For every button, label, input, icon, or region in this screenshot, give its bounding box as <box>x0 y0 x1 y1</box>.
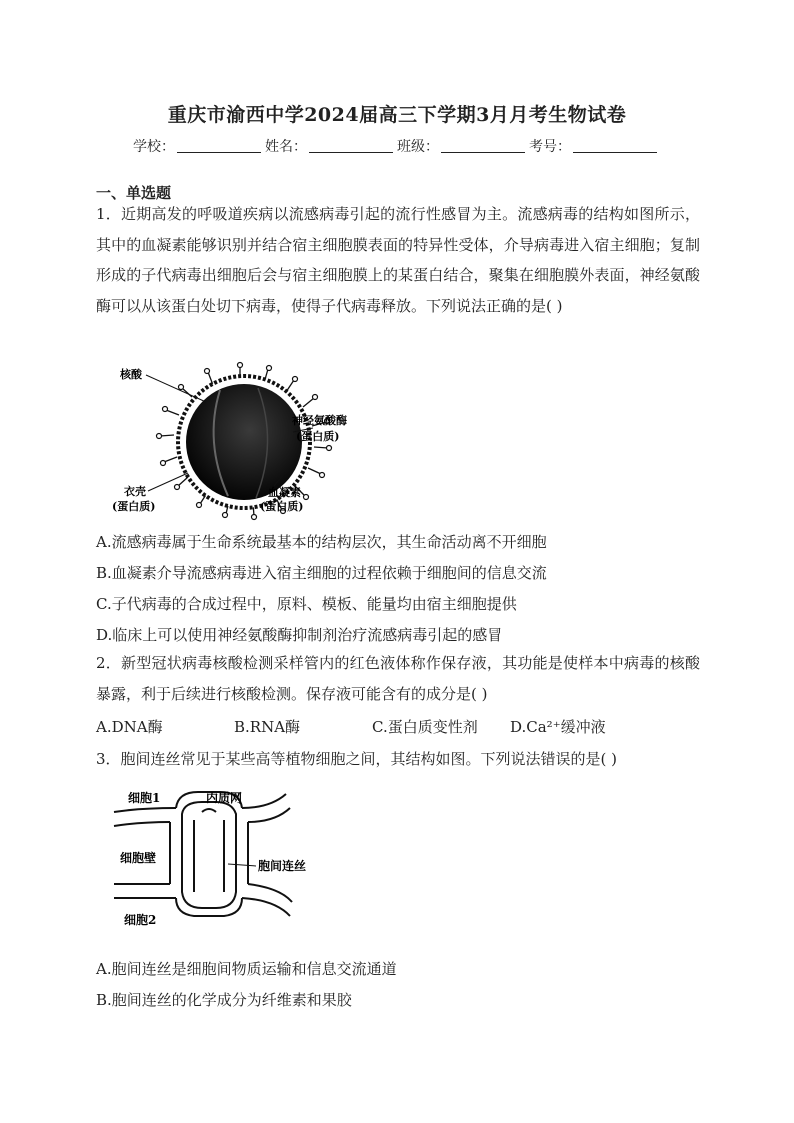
question-2-option-d: D.Ca²⁺缓冲液 <box>510 718 606 736</box>
question-2-option-c: C.蛋白质变性剂 <box>372 718 478 736</box>
question-3-stem: 3．胞间连丝常见于某些高等植物细胞之间，其结构如图。下列说法错误的是( ) <box>96 750 618 768</box>
label-nucleic-acid: 核酸 <box>120 368 142 381</box>
question-1-stem: 1．近期高发的呼吸道疾病以流感病毒引起的流行性感冒为主。流感病毒的结构如图所示，其中的血凝素能够识别并结合宿主细胞膜表面的特异性受体，介导病毒进入宿主细胞；复制形成的子代病毒出细胞后会与宿主细胞膜上的某蛋白结合，聚集在细胞膜外表面，神经氨酸酶可以从该蛋白处切下病毒，使得子代病毒释放。下列说法正确的是( ) <box>96 205 700 315</box>
question-3-option-b: B.胞间连丝的化学成分为纤维素和果胶 <box>96 991 352 1009</box>
virus-structure-figure <box>108 358 368 522</box>
question-1-option-d: D.临床上可以使用神经氨酸酶抑制剂治疗流感病毒引起的感冒 <box>96 626 503 644</box>
label-capsid-protein: (蛋白质) <box>112 500 156 513</box>
class-field-blank <box>441 140 525 153</box>
question-2-stem: 2．新型冠状病毒核酸检测采样管内的红色液体称作保存液，其功能是使样本中病毒的核酸暴露，利于后续进行核酸检测。保存液可能含有的成分是( ) <box>96 654 700 703</box>
label-hemagglutinin-protein: (蛋白质) <box>260 500 304 513</box>
question-2-option-b: B.RNA酶 <box>234 718 301 736</box>
name-field-label: 姓名： <box>265 139 307 155</box>
exam-number-field-label: 考号： <box>529 139 571 155</box>
question-3-option-a: A.胞间连丝是细胞间物质运输和信息交流通道 <box>96 960 397 978</box>
label-plasmodesma: 胞间连丝 <box>258 859 307 873</box>
label-cell-2: 细胞2 <box>124 913 157 927</box>
label-capsid: 衣壳 <box>124 485 146 498</box>
question-2-option-a: A.DNA酶 <box>96 718 163 736</box>
question-1-option-a: A.流感病毒属于生命系统最基本的结构层次，其生命活动离不开细胞 <box>96 533 547 551</box>
exam-number-field-blank <box>573 140 657 153</box>
name-field-blank <box>309 140 393 153</box>
page-title: 重庆市渝西中学2024届高三下学期3月月考生物试卷 <box>167 104 627 126</box>
label-neuraminidase: 神经氨酸酶 <box>292 414 347 427</box>
label-cell-wall: 细胞壁 <box>120 851 157 865</box>
label-endoplasmic-reticulum: 内质网 <box>206 791 243 805</box>
question-1-option-b: B.血凝素介导流感病毒进入宿主细胞的过程依赖于细胞间的信息交流 <box>96 564 547 582</box>
school-field-label: 学校： <box>133 139 175 155</box>
section-heading: 一、单选题 <box>96 184 172 202</box>
virus-body <box>186 384 302 500</box>
question-1-option-c: C.子代病毒的合成过程中，原料、模板、能量均由宿主细胞提供 <box>96 595 517 613</box>
label-neuraminidase-protein: (蛋白质) <box>296 430 340 443</box>
plasmodesmata-figure <box>110 784 340 930</box>
school-field-blank <box>177 140 261 153</box>
label-cell-1: 细胞1 <box>128 791 161 805</box>
label-hemagglutinin: 血凝素 <box>268 486 301 499</box>
class-field-label: 班级： <box>397 139 439 155</box>
student-info-line <box>0 136 794 156</box>
